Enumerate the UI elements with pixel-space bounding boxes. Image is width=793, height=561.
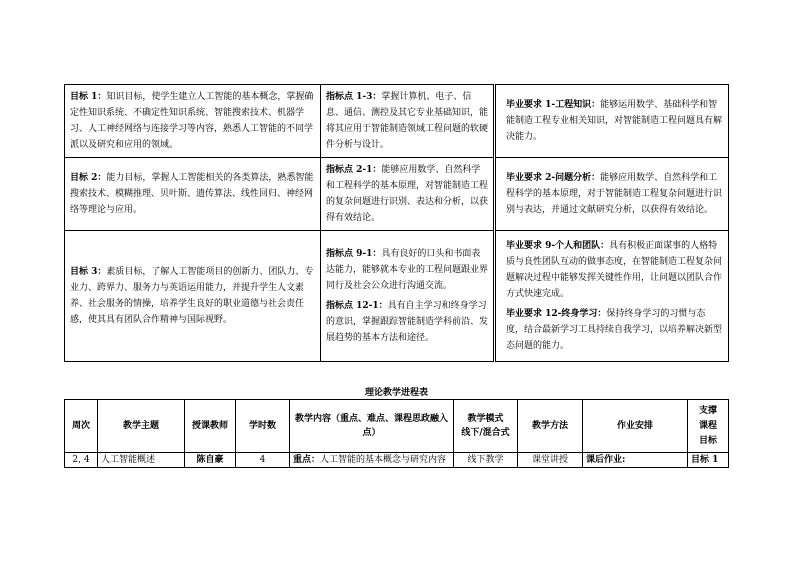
schedule-table [64,399,729,468]
week-cell: 2, 4 [65,453,98,468]
column-header: 教学方法 [518,400,583,453]
goal-text: 知识目标，使学生建立人工智能的基本概念，掌握确定性知识系统、不确定性知识系统、智能搜索技术、机器学习、人工神经网络与连接学习等内容，熟悉人工智能的不同学派以及研究和应用的领域。 [70,92,314,150]
column-header: 作业安排 [583,400,688,453]
column-header: 学时数 [236,400,290,453]
objectives-table [64,84,729,362]
table-header-row [65,400,729,453]
table-row [65,158,729,231]
column-header: 教学主题 [98,400,185,453]
goal-text: 能力目标，掌握人工智能相关的各类算法，熟悉智能搜索技术、模糊推理、贝叶斯、遗传算法、线性回归、神经网络等理论与应用。 [70,173,314,215]
requirement-text: 具有积极正面谋事的人格特质与良性团队互动的做事态度，在智能制造工程复杂问题解决过程中能够发挥关键性作用，让问题以团队合作方式快速完成。 [506,241,723,299]
indicator-text: 能够应用数学、自然科学和工程科学的基本原理，对智能制造工程的复杂问题进行识别、表达和分析，以获得有效结论。 [326,165,489,223]
content-heading: 重点： [293,455,321,465]
indicator-heading: 指标点 9-1： [326,249,382,259]
requirement-cell [495,231,729,362]
goal-cell [65,85,321,158]
column-header: 教学模式 线下/混合式 [454,400,518,453]
requirement-heading: 毕业要求 1-工程知识： [506,100,601,110]
requirement-text: 保持终身学习的习惯与态度，结合最新学习工具持续自我学习，以培养解决新型态问题的能力。 [506,309,723,351]
schedule-title: 理论教学进程表 [364,388,428,398]
indicator-cell [321,158,495,231]
indicator-text: 具有良好的口头和书面表达能力，能够就本专业的工程问题跟业界同行及社会公众进行沟通交流。 [326,249,489,291]
topic-cell: 人工智能概述 [98,453,185,468]
homework-cell: 课后作业: [583,453,688,468]
indicator-cell [321,85,495,158]
column-header: 授课教师 [185,400,236,453]
indicator-cell [321,231,495,362]
mode-cell: 线下教学 [454,453,518,468]
content-cell [290,453,454,468]
hours-cell: 4 [236,453,290,468]
method-cell: 课堂讲授 [518,453,583,468]
indicator-text: 掌握计算机、电子、信息、通信、测控及其它专业基础知识，能将其应用于智能制造领域工程问题的软硬件分析与设计。 [326,92,489,150]
requirement-cell [495,158,729,231]
indicator-heading: 指标点 1-3： [326,92,382,102]
goal-heading: 目标 3： [70,267,107,277]
indicator-heading: 指标点 12-1： [326,301,388,311]
requirement-text: 能够运用数学、基础科学和智能制造工程专业相关知识，对智能制造工程问题具有解决能力。 [506,100,723,142]
table-row [65,453,729,468]
requirement-heading: 毕业要求 12-终身学习： [506,309,607,319]
goal-heading: 目标 2： [70,173,107,183]
table-row [65,85,729,158]
goal-heading: 目标 1： [70,92,107,102]
requirement-cell [495,85,729,158]
target-cell: 目标 1 [688,453,729,468]
indicator-text: 具有自主学习和终身学习的意识，掌握跟踪智能制造学科前沿、发展趋势的基本方法和途径。 [326,301,489,343]
goal-text: 素质目标，了解人工智能项目的创新力、团队力、专业力、跨界力、服务力与英语运用能力，并提升学生人文素养、社会服务的情操，培养学生良好的职业道德与社会责任感，使其具有团队合作精神与国际视野。 [70,267,314,325]
table-row [65,231,729,362]
column-header: 支撑 课程 目标 [688,400,729,453]
goal-cell [65,231,321,362]
column-header: 周次 [65,400,98,453]
requirement-heading: 毕业要求 9-个人和团队： [506,241,610,251]
column-header: 教学内容（重点、难点、课程思政融入点） [290,400,454,453]
goal-cell [65,158,321,231]
requirement-text: 能够应用数学、自然科学和工程科学的基本原理，对于智能制造工程复杂问题进行识别与表达，并通过文献研究分析，以获得有效结论。 [506,173,723,215]
requirement-heading: 毕业要求 2-问题分析： [506,173,601,183]
content-text: 人工智能的基本概念与研究内容 [320,455,447,465]
indicator-heading: 指标点 2-1： [326,165,382,175]
teacher-cell: 陈自豪 [185,453,236,468]
